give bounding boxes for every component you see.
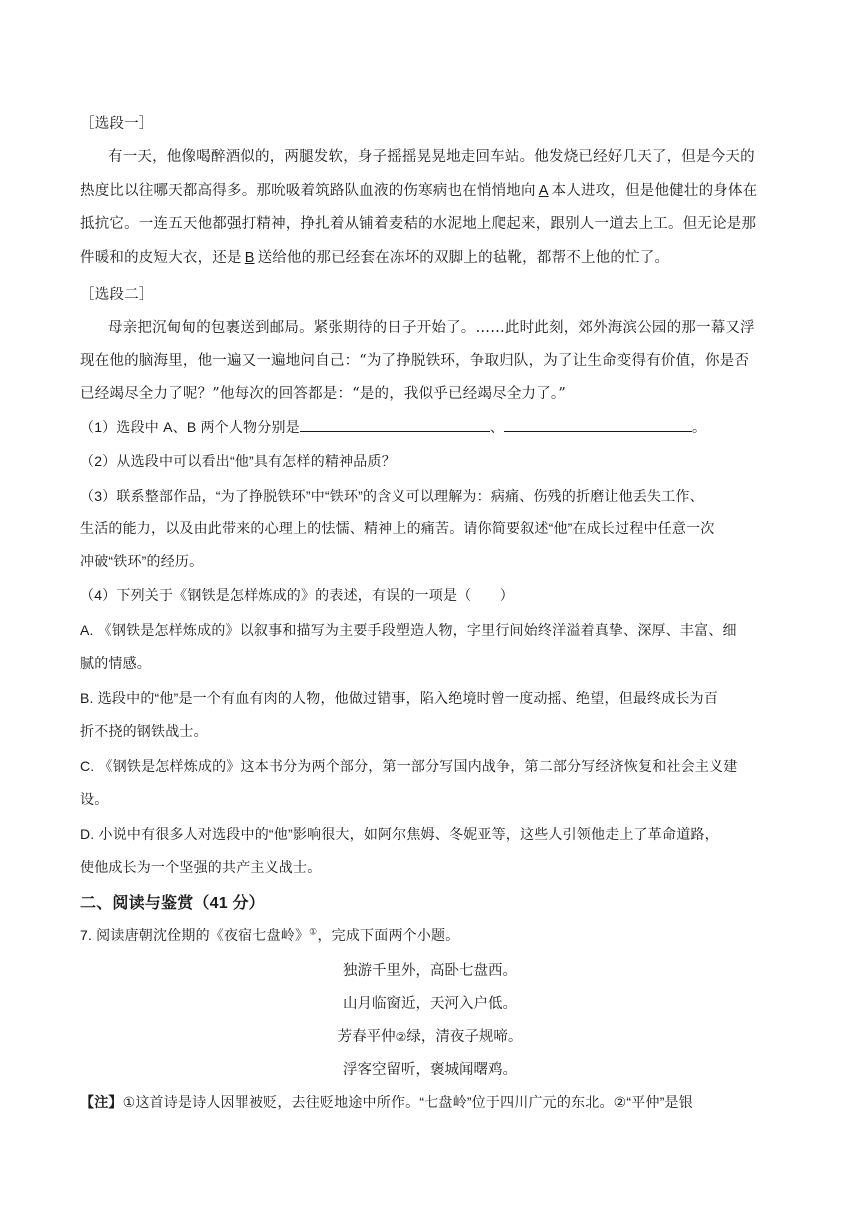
passage2-label: ［选段二］	[80, 287, 154, 303]
passage1-line3: 抵抗它。一连五天他都强打精神，挣扎着从铺着麦秸的水泥地上爬起来，跟别人一道去上工。但无论是那	[80, 216, 757, 232]
question-3-line3: 冲破“铁环”的经历。	[80, 553, 204, 569]
question-3-line1: （3）联系整部作品，“为了挣脱铁环”中“铁环”的含义可以理解为：病痛、伤残的折磨让他丢失工作、	[80, 488, 704, 504]
passage2-line1: 母亲把沉甸甸的包裹送到邮局。紧张期待的日子开始了。……此时此刻，郊外海滨公园的那一幕又浮	[108, 320, 755, 336]
passage1-line2: 热度比以往哪天都高得多。那吮吸着筑路队血液的伤寒病也在悄悄地向 A 本人进攻，但是他健壮的身体在	[80, 183, 758, 199]
passage2-line3: 已经竭尽全力了呢？”他每次的回答都是：“是的，我似乎已经竭尽全力了。”	[80, 386, 566, 402]
passage1-line4: 件暖和的皮短大衣，还是 B 送给他的那已经套在冻坏的双脚上的毡靴，都帮不上他的忙了。	[80, 250, 670, 266]
blank-a: A	[538, 183, 549, 199]
option-b-line1: B. 选段中的“他”是一个有血有肉的人物，他做过错事，陷入绝境时曾一度动摇、绝望，但最终成长为百	[80, 690, 719, 706]
footnote-marker-2: ②	[395, 1030, 407, 1044]
question-7: 7. 阅读唐朝沈佺期的《夜宿七盘岭》①，完成下面两个小题。	[80, 926, 460, 943]
passage2-line2: 现在他的脑海里，他一遍又一遍地问自己：“为了挣脱铁环，争取归队，为了让生命变得有价值，你是否	[80, 353, 750, 369]
poem-line-4: 浮客空留听，褒城闻曙鸡。	[343, 1062, 517, 1078]
poem-line-3: 芳春平仲②绿，清夜子规啼。	[337, 1029, 523, 1045]
note: 【注】①这首诗是诗人因罪被贬，去往贬地途中所作。“七盘岭”位于四川广元的东北。②“平仲”是银	[80, 1094, 693, 1110]
question-2: （2）从选段中可以看出“他”具有怎样的精神品质？	[80, 453, 396, 469]
note-tag: 【注】	[80, 1094, 123, 1110]
option-b-line2: 折不挠的钢铁战士。	[80, 723, 208, 739]
passage1-label: ［选段一］	[80, 116, 154, 132]
option-c-line2: 设。	[80, 791, 109, 807]
question-3-line2: 生活的能力，以及由此带来的心理上的怯懦、精神上的痛苦。请你简要叙述“他”在成长过程中任意一次	[80, 520, 715, 536]
section-heading: 二、阅读与鉴赏（41 分）	[80, 895, 265, 912]
option-c-line1: C. 《钢铁是怎样炼成的》这本书分为两个部分，第一部分写国内战争，第二部分写经济恢复和社会主义建	[80, 758, 738, 774]
option-a-line1: A. 《钢铁是怎样炼成的》以叙事和描写为主要手段塑造人物，字里行间始终洋溢着真挚、深厚、丰富、细	[80, 622, 737, 638]
poem-line-2: 山月临窗近，天河入户低。	[343, 996, 517, 1012]
answer-blank-1	[300, 417, 490, 432]
blank-b: B	[244, 250, 255, 266]
question-1: （1）选段中 A、B 两个人物分别是 、 。	[80, 419, 707, 435]
answer-blank-2	[504, 417, 692, 432]
poem-line-1: 独游千里外，高卧七盘西。	[343, 963, 517, 979]
option-d-line2: 使他成长为一个坚强的共产主义战士。	[80, 859, 322, 875]
passage1-line1: 有一天，他像喝醉酒似的，两腿发软，身子摇摇晃晃地走回车站。他发烧已经好几天了，但是今天的	[108, 149, 755, 165]
footnote-marker-1: ①	[309, 926, 318, 937]
option-d-line1: D. 小说中有很多人对选段中的“他”影响很大，如阿尔焦姆、冬妮亚等，这些人引领他走上了革命道路，	[80, 826, 719, 842]
question-4: （4）下列关于《钢铁是怎样炼成的》的表述，有误的一项是（ ）	[80, 587, 514, 603]
option-a-line2: 腻的情感。	[80, 655, 151, 671]
